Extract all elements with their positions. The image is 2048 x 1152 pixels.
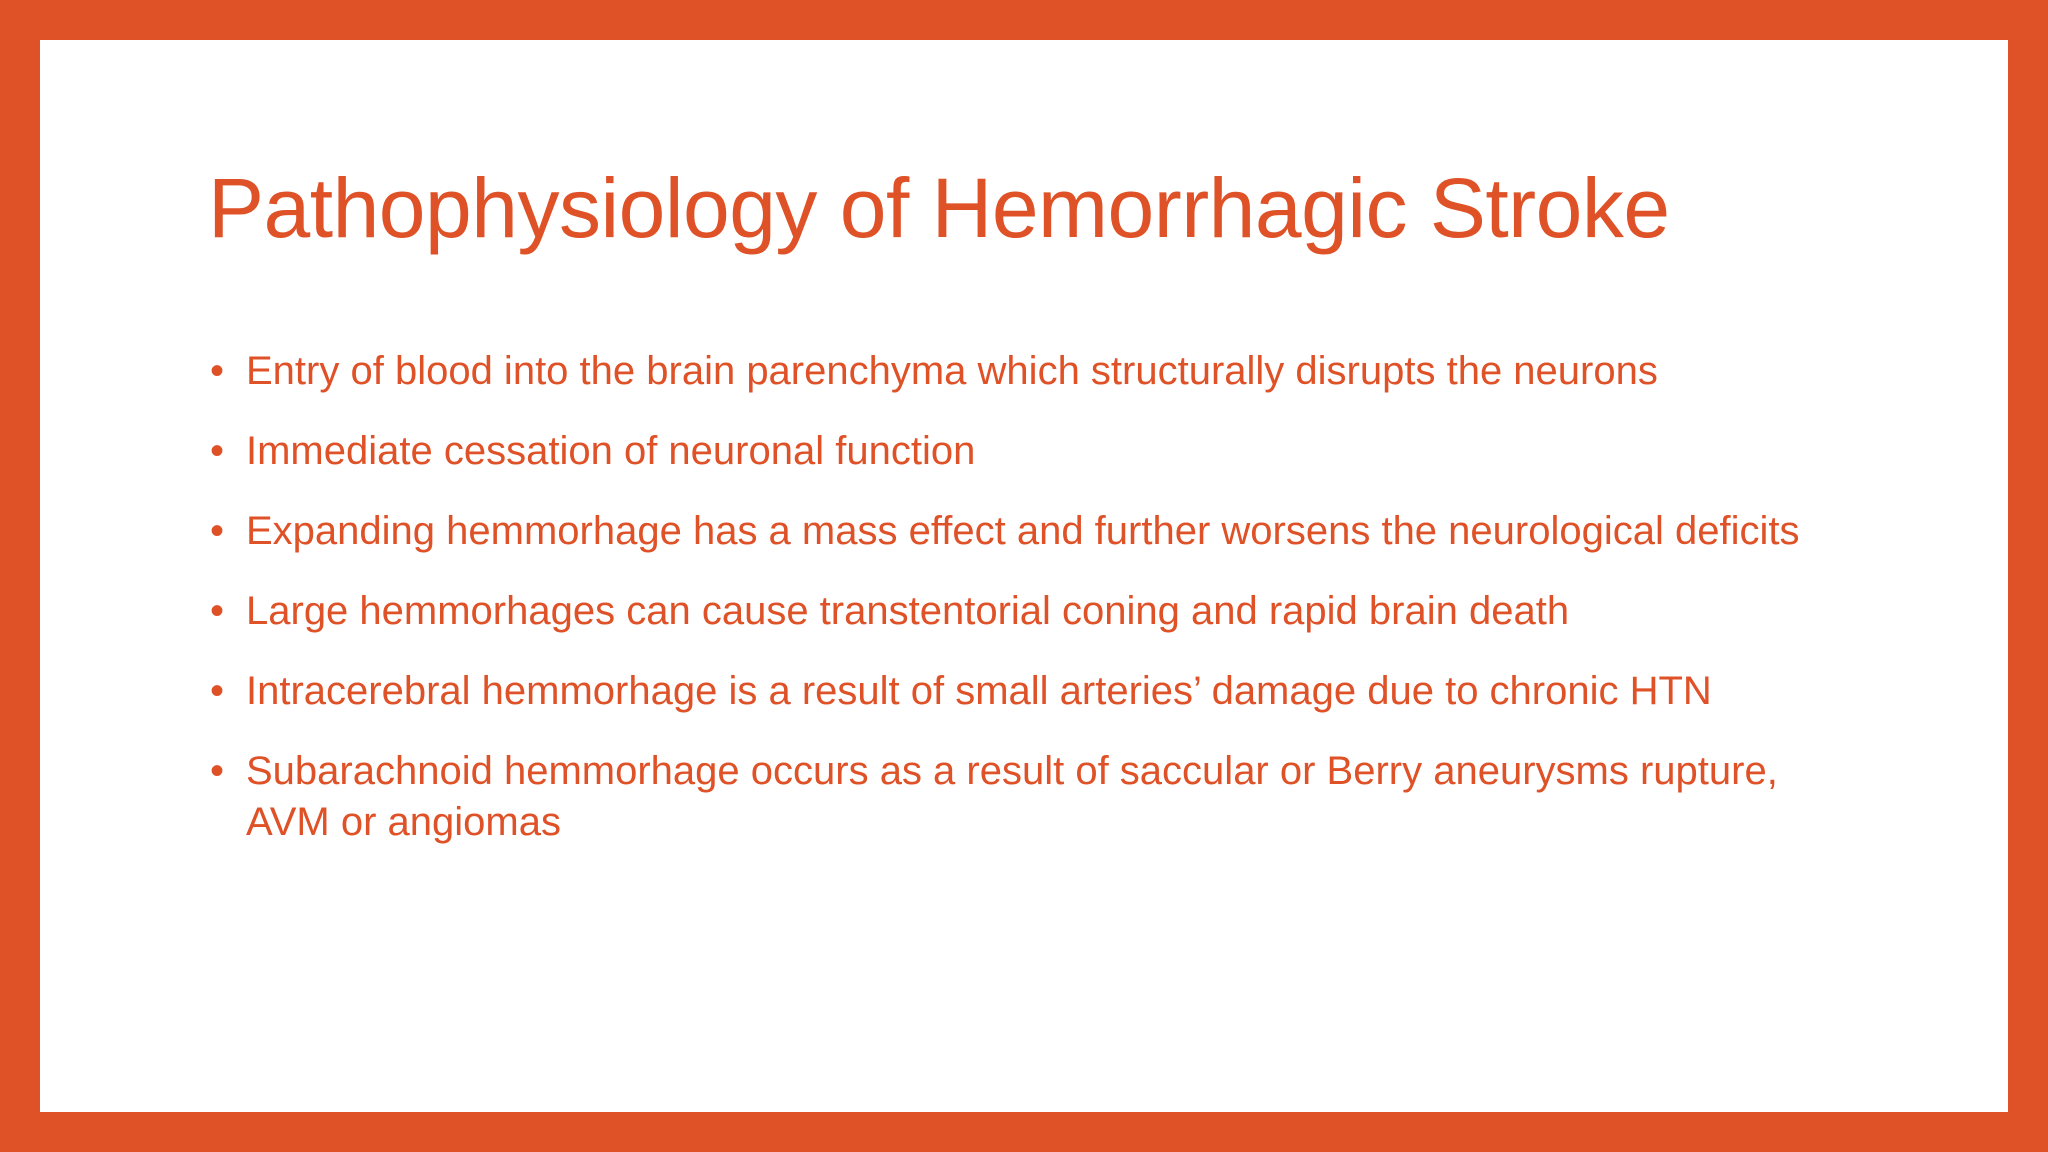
- bullet-item: • Subarachnoid hemmorhage occurs as a result of saccular or Berry aneurysms rupture, AVM or angiomas: [246, 746, 1866, 848]
- bullet-item: • Expanding hemmorhage has a mass effect and further worsens the neurological deficits: [246, 506, 1866, 557]
- bullet-item: • Large hemmorhages can cause transtentorial coning and rapid brain death: [246, 586, 1866, 637]
- slide-title: Pathophysiology of Hemorrhagic Stroke: [208, 161, 1670, 255]
- slide-canvas: [40, 40, 2008, 1112]
- bullet-list: [246, 346, 1866, 877]
- bullet-item: • Immediate cessation of neuronal function: [246, 426, 1866, 477]
- bullet-item: • Intracerebral hemmorhage is a result of small arteries’ damage due to chronic HTN: [246, 666, 1866, 717]
- bullet-item: • Entry of blood into the brain parenchyma which structurally disrupts the neurons: [246, 346, 1866, 397]
